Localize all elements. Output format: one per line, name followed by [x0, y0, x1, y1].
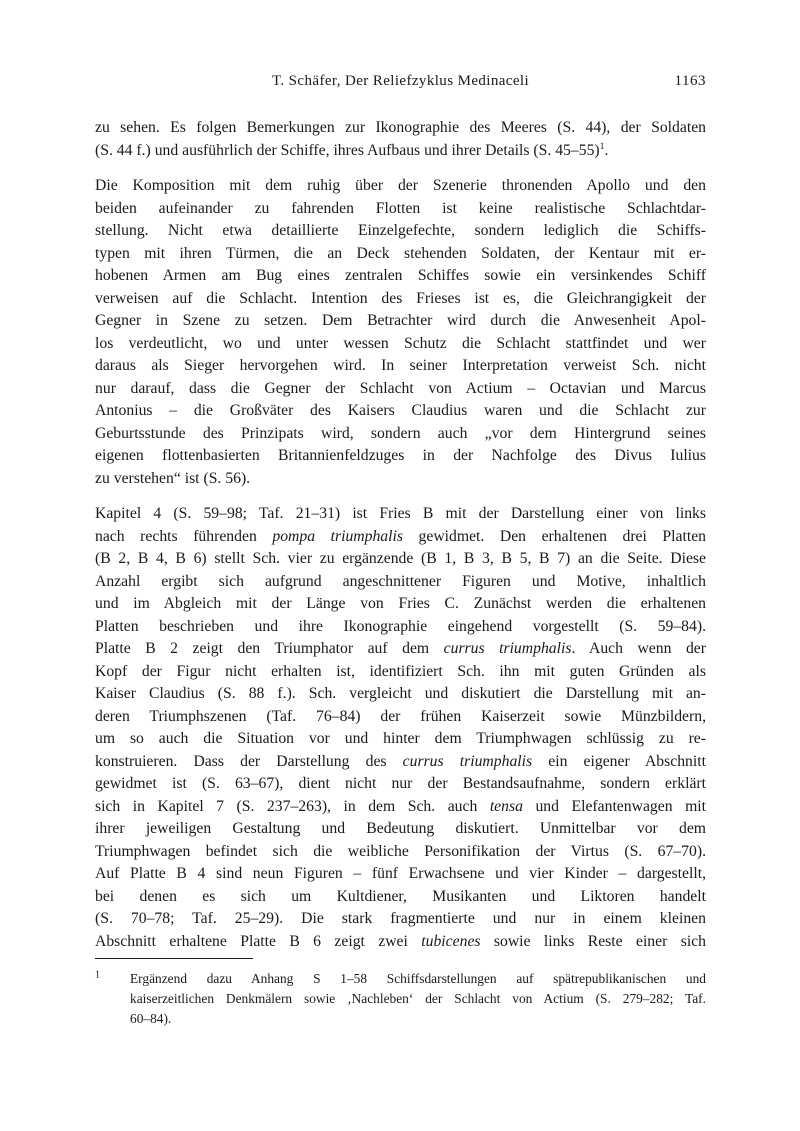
text-line: Die Komposition mit dem ruhig über der Szenerie thronenden Apollo und den	[95, 177, 706, 194]
text-line: eigenen flottenbasierten Britannienfeldzuges in der Nachfolge des Divus Iulius	[95, 447, 706, 464]
paragraph	[95, 117, 706, 162]
text-line: konstruieren. Dass der Darstellung des currus triumphalis ein eigener Abschnitt	[95, 752, 706, 770]
body-text	[95, 117, 706, 953]
text-line: Antonius – die Großväter des Kaisers Claudius waren und die Schlacht zur	[95, 402, 706, 419]
text-line: (B 2, B 4, B 6) stellt Sch. vier zu ergänzende (B 1, B 3, B 5, B 7) an die Seite. Diese	[95, 550, 706, 567]
text-line: zu sehen. Es folgen Bemerkungen zur Ikonographie des Meeres (S. 44), der Soldaten	[95, 119, 706, 136]
text-line: nur darauf, dass die Gegner der Schlacht von Actium – Octavian und Marcus	[95, 379, 706, 397]
footnote-rule	[95, 958, 253, 959]
footnote-marker-number: 1	[95, 969, 100, 981]
footnote-marker	[95, 969, 130, 1029]
text-line: deren Triumphszenen (Taf. 76–84) der frühen Kaiserzeit sowie Münzbildern,	[95, 707, 706, 725]
text-line: los verdeutlicht, wo und unter wessen Schutz die Schlacht stattfindet und wer	[95, 334, 706, 352]
text-line: gewidmet ist (S. 63–67), dient nicht nur der Bestandsaufnahme, sondern erklärt	[95, 775, 706, 792]
text-line: nach rechts führenden pompa triumphalis gewidmet. Den erhaltenen drei Platten	[95, 527, 706, 545]
text-line: Kapitel 4 (S. 59–98; Taf. 21–31) ist Fries B mit der Darstellung einer von links	[95, 505, 706, 522]
paragraph	[95, 175, 706, 490]
text-line: beiden aufeinander zu fahrenden Flotten ist keine realistische Schlachtdar-	[95, 199, 706, 217]
text-line: 60–84).	[130, 1011, 172, 1026]
text-line: Geburtsstunde des Prinzipats wird, sondern auch „vor dem Hintergrund seines	[95, 424, 706, 442]
text-line: (S. 44 f.) und ausführlich der Schiffe, ihres Aufbaus und ihrer Details (S. 45–55)$^1$.	[95, 140, 609, 159]
text-line: typen mit ihren Türmen, die an Deck stehenden Soldaten, der Kentaur mit er-	[95, 244, 706, 262]
text-line: stellung. Nicht etwa detaillierte Einzelgefechte, sondern lediglich die Schiffs-	[95, 222, 706, 239]
text-line: kaiserzeitlichen Denkmälern sowie ‚Nachleben‘ der Schlacht von Actium (S. 279–282; Taf.	[130, 991, 706, 1006]
text-line: Abschnitt erhaltene Platte B 6 zeigt zwei tubicenes sowie links Reste einer sich	[95, 932, 706, 950]
footnote	[95, 958, 706, 1029]
text-line: Platte B 2 zeigt den Triumphator auf dem currus triumphalis. Auch wenn der	[95, 640, 706, 657]
page-number: 1163	[674, 73, 706, 89]
text-line: sich in Kapitel 7 (S. 237–263), in dem Sch. auch tensa und Elefantenwagen mit	[95, 797, 706, 815]
text-line: verweisen auf die Schlacht. Intention des Frieses ist es, die Gleichrangigkeit der	[95, 289, 706, 307]
footnote-body	[95, 969, 706, 1029]
text-line: Platten beschrieben und ihre Ikonographie eingehend vorgestellt (S. 59–84).	[95, 617, 706, 635]
text-line: hobenen Armen am Bug eines zentralen Schiffes sowie ein versinkendes Schiff	[95, 267, 706, 284]
text-line: und im Abgleich mit der Länge von Fries C. Zunächst werden die erhaltenen	[95, 595, 706, 612]
text-line: ihrer jeweiligen Gestaltung und Bedeutung diskutiert. Unmittelbar vor dem	[95, 820, 706, 837]
paragraph	[95, 503, 706, 953]
text-line: Gegner in Szene zu setzen. Dem Betrachter wird durch die Anwesenheit Apol-	[95, 312, 706, 329]
text-line: bei denen es sich um Kultdiener, Musikanten und Liktoren handelt	[95, 887, 706, 905]
page-header	[95, 73, 706, 92]
text-line: um so auch die Situation vor und hinter dem Triumphwagen schlüssig zu re-	[95, 730, 706, 747]
text-line: daraus als Sieger hervorgehen wird. In seiner Interpretation verweist Sch. nicht	[95, 357, 706, 374]
text-line: Auf Platte B 4 sind neun Figuren – fünf Erwachsene und vier Kinder – dargestellt,	[95, 865, 706, 882]
footnote-text	[130, 969, 706, 1029]
text-line: Anzahl ergibt sich aufgrund angeschnittener Figuren und Motive, inhaltlich	[95, 572, 706, 590]
text-line: zu verstehen“ ist (S. 56).	[95, 469, 251, 487]
text-line: Ergänzend dazu Anhang S 1–58 Schiffsdarstellungen auf spätrepublikanischen und	[130, 971, 706, 986]
text-line: Triumphwagen befindet sich die weibliche Personifikation der Virtus (S. 67–70).	[95, 842, 706, 860]
running-title: T. Schäfer, Der Reliefzyklus Medinaceli	[271, 73, 530, 89]
text-line: Kaiser Claudius (S. 88 f.). Sch. vergleicht und diskutiert die Darstellung mit an-	[95, 685, 706, 702]
text-line: (S. 70–78; Taf. 25–29). Die stark fragmentierte und nur in einem kleinen	[95, 910, 706, 927]
text-line: Kopf der Figur nicht erhalten ist, identifiziert Sch. ihn mit guten Gründen als	[95, 662, 706, 680]
